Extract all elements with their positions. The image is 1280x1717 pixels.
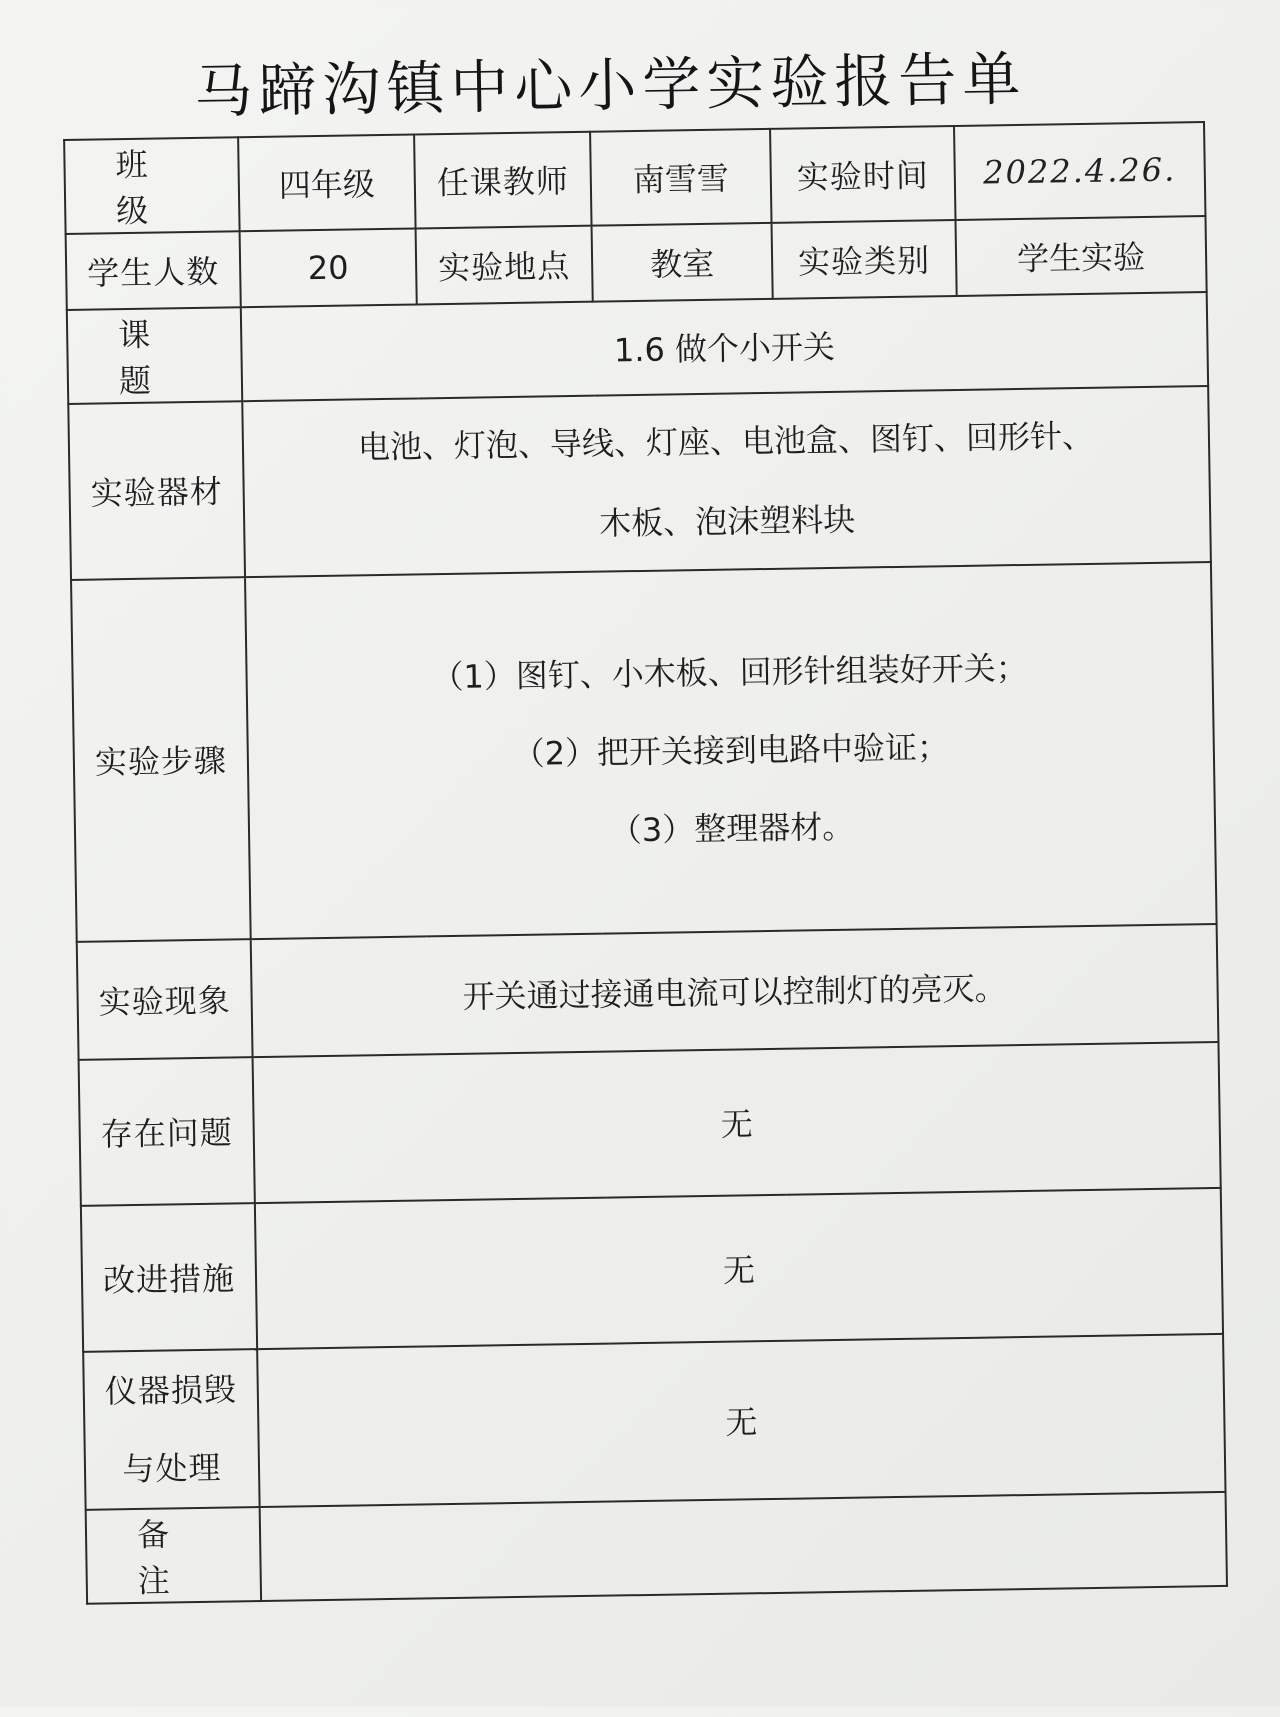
- materials-label: 实验器材: [68, 401, 245, 580]
- improvements-value: 无: [255, 1188, 1223, 1349]
- students-value: 20: [240, 228, 417, 307]
- damage-label-line: 与处理: [122, 1448, 222, 1489]
- table-row: [86, 1492, 1227, 1604]
- phenomenon-value: 开关通过接通电流可以控制灯的亮灭。: [251, 924, 1219, 1057]
- remarks-label: 备 注: [86, 1507, 261, 1604]
- time-label: 实验时间: [770, 126, 955, 223]
- problems-label: 存在问题: [79, 1057, 255, 1206]
- steps-value: [245, 562, 1217, 939]
- teacher-label: 任课教师: [414, 132, 591, 229]
- teacher-value: 南雪雪: [590, 129, 771, 226]
- damage-label-line: 仪器损毁: [104, 1370, 238, 1411]
- topic-value: 1.6 做个小开关: [241, 292, 1208, 401]
- table-row: [79, 1042, 1221, 1206]
- table-row: [68, 386, 1211, 580]
- table-row: [83, 1334, 1225, 1510]
- phenomenon-label: 实验现象: [77, 939, 253, 1060]
- materials-value: [242, 386, 1211, 577]
- table-row: [64, 122, 1205, 234]
- damage-label: [83, 1349, 259, 1510]
- category-label: 实验类别: [772, 220, 957, 299]
- table-row: [67, 292, 1208, 404]
- step-item: （3）整理器材。: [609, 807, 855, 850]
- class-label: 班 级: [64, 137, 239, 234]
- materials-line: 木板、泡沫塑料块: [598, 500, 856, 543]
- problems-value: 无: [253, 1042, 1221, 1203]
- table-row: [77, 924, 1219, 1060]
- steps-label: 实验步骤: [71, 577, 251, 942]
- table-row: [71, 562, 1217, 942]
- category-value: 学生实验: [955, 216, 1206, 296]
- location-label: 实验地点: [416, 226, 593, 305]
- remarks-value: [260, 1492, 1227, 1601]
- class-value: 四年级: [238, 134, 415, 231]
- step-item: （2）把开关接到电路中验证；: [512, 728, 950, 774]
- damage-value: 无: [257, 1334, 1225, 1507]
- location-value: 教室: [592, 223, 773, 302]
- page-title: 马蹄沟镇中心小学实验报告单: [193, 44, 1027, 126]
- students-label: 学生人数: [66, 231, 241, 310]
- step-item: （1）图钉、小木板、回形针组装好开关；: [431, 648, 1029, 697]
- materials-line: 电池、灯泡、导线、灯座、电池盒、图钉、回形针、: [357, 416, 1095, 467]
- table-row: [81, 1188, 1223, 1352]
- topic-label: 课 题: [67, 307, 242, 404]
- time-value: 2022.4.26.: [954, 122, 1205, 220]
- report-table: [63, 121, 1228, 1605]
- improvements-label: 改进措施: [81, 1203, 257, 1352]
